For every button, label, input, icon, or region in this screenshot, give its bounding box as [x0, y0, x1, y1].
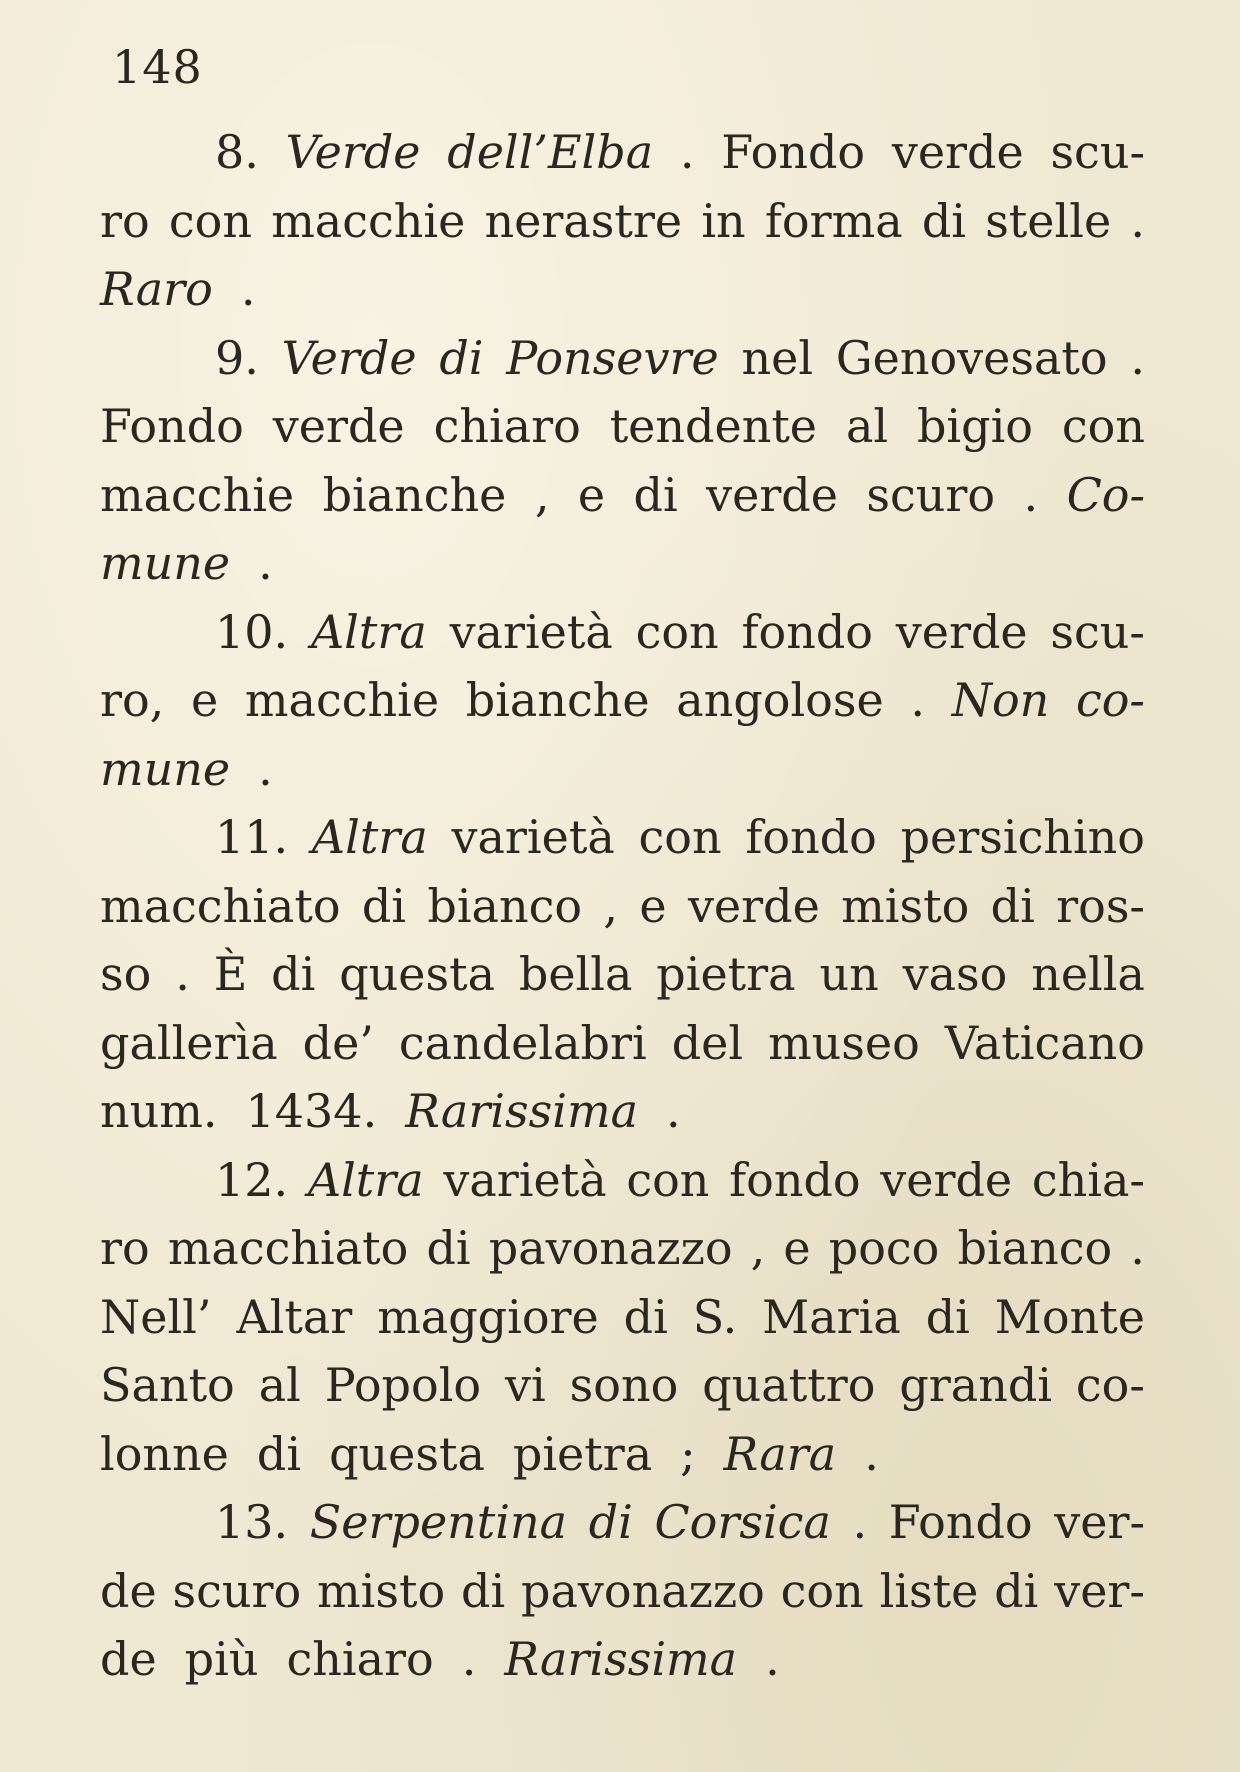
word: scu- — [1050, 604, 1145, 659]
word: ro — [100, 1221, 150, 1275]
italic-word: Altra — [307, 1152, 424, 1207]
text-line — [100, 803, 1145, 872]
text-line — [100, 529, 1145, 598]
word: Popolo — [324, 1358, 482, 1412]
word: misto — [841, 878, 970, 933]
text-line — [100, 1351, 1145, 1420]
word: fondo — [745, 810, 877, 864]
text-line — [100, 461, 1145, 530]
word: Fondo — [100, 399, 244, 453]
text-line — [100, 324, 1145, 393]
word: varietà — [443, 1152, 607, 1207]
word: liste — [879, 1563, 979, 1618]
word: di — [623, 1289, 668, 1344]
word: Monte — [994, 1289, 1145, 1344]
italic-word: Altra — [311, 810, 428, 864]
word: candelabri — [398, 1015, 647, 1070]
word: , — [750, 1221, 766, 1275]
word: di — [426, 1221, 471, 1275]
word: Genovesato — [835, 330, 1108, 385]
italic-word: Non — [951, 673, 1050, 727]
word: Altar — [236, 1289, 353, 1344]
word: di — [271, 947, 316, 1001]
italic-word: Serpentina — [309, 1495, 568, 1549]
word: questa — [339, 947, 496, 1001]
word: . — [864, 1426, 879, 1481]
word: scu- — [1050, 125, 1145, 179]
word: più — [184, 1632, 259, 1686]
word: bianco — [427, 878, 583, 933]
word: un — [819, 947, 879, 1001]
italic-word: Co- — [1066, 467, 1145, 522]
word: . — [1130, 330, 1145, 385]
word: bella — [518, 947, 633, 1001]
word: . — [1130, 193, 1145, 248]
word: macchie — [244, 673, 440, 727]
text-line — [100, 598, 1145, 667]
word: chiaro — [286, 1632, 434, 1686]
word: lonne — [100, 1426, 229, 1481]
text-line — [100, 940, 1145, 1009]
text-line — [100, 872, 1145, 941]
word: ver- — [1054, 1563, 1145, 1618]
word: bianche — [322, 467, 507, 522]
word: al — [258, 1358, 301, 1412]
word: in — [701, 193, 746, 248]
italic-word: di — [588, 1495, 633, 1549]
word: Santo — [100, 1358, 235, 1412]
word: con — [635, 604, 719, 659]
text-line — [100, 1077, 1145, 1146]
word: con — [626, 1152, 710, 1207]
word: di — [925, 1289, 970, 1344]
word: angolose — [676, 673, 884, 727]
word: quattro — [702, 1358, 876, 1412]
word: di — [994, 1563, 1039, 1618]
word: nella — [1031, 947, 1145, 1001]
word: . — [910, 673, 926, 727]
word: scuro — [172, 1563, 302, 1618]
word: di — [361, 878, 407, 933]
text-line — [100, 666, 1145, 735]
word: con — [168, 193, 252, 248]
text-line — [100, 1625, 1145, 1694]
text-line — [100, 255, 1145, 324]
word: , — [534, 467, 550, 522]
text-line — [100, 187, 1145, 256]
word: . — [240, 262, 256, 316]
italic-word: Ponsevre — [506, 330, 719, 385]
italic-word: Raro — [100, 262, 213, 316]
italic-word: Rarissima — [405, 1084, 638, 1138]
word: so — [100, 947, 152, 1001]
word: de — [100, 1563, 157, 1618]
italic-word: Altra — [310, 604, 427, 659]
word: co- — [1075, 1358, 1145, 1412]
text-line — [100, 1214, 1145, 1283]
word: poco — [828, 1221, 940, 1275]
word: ro — [100, 193, 150, 248]
word: Fondo — [888, 1495, 1033, 1549]
italic-word: Rarissima — [504, 1632, 738, 1686]
word: . — [258, 741, 273, 796]
word: fondo — [729, 1152, 861, 1207]
word: 10. — [215, 604, 289, 659]
word: verde — [706, 467, 838, 522]
word: e — [639, 878, 667, 933]
word: Vaticano — [944, 1015, 1145, 1070]
word: 13. — [215, 1495, 289, 1549]
word: scuro — [866, 467, 996, 522]
word: e — [191, 673, 219, 727]
italic-word: mune — [100, 536, 231, 590]
word: . — [765, 1632, 780, 1686]
word: . — [1130, 1221, 1145, 1275]
word: sono — [569, 1358, 679, 1412]
word: verde — [687, 878, 820, 933]
word: 8. — [215, 125, 259, 179]
text-line — [100, 1557, 1145, 1626]
word: , — [603, 878, 619, 933]
word: ros- — [1056, 878, 1145, 933]
word: persichino — [900, 810, 1145, 864]
word: 1434. — [245, 1084, 378, 1138]
word: con — [638, 810, 722, 864]
word: di — [633, 467, 678, 522]
word: S. — [692, 1289, 738, 1344]
word: con — [780, 1563, 864, 1618]
text-line — [100, 1009, 1145, 1078]
word: ro, — [100, 673, 165, 727]
word: pavonazzo — [521, 1563, 765, 1618]
word: . — [1023, 467, 1039, 522]
word: questa — [329, 1426, 485, 1481]
word: Maria — [762, 1289, 901, 1344]
word: varietà — [451, 810, 615, 864]
word: ; — [680, 1426, 696, 1481]
italic-word: dell’Elba — [447, 125, 654, 179]
word: verde — [895, 604, 1028, 659]
word: di — [921, 193, 966, 248]
word: tendente — [609, 399, 818, 453]
word: del — [671, 1015, 744, 1070]
word: fondo — [741, 604, 873, 659]
word: varietà — [449, 604, 613, 659]
text-line — [100, 1283, 1145, 1352]
word: macchie — [271, 193, 466, 248]
word: nerastre — [484, 193, 683, 248]
text-line — [100, 392, 1145, 461]
italic-word: di — [439, 330, 484, 385]
text-line — [100, 1146, 1145, 1215]
word: . — [461, 1632, 477, 1686]
word: al — [845, 399, 889, 453]
word: vi — [505, 1358, 546, 1412]
word: 11. — [215, 810, 289, 864]
word: de — [100, 1632, 157, 1686]
word: maggiore — [377, 1289, 599, 1344]
word: verde — [880, 1152, 1013, 1207]
word: . — [258, 536, 273, 590]
word: È — [213, 947, 248, 1001]
word: forma — [764, 193, 903, 248]
body-text — [100, 118, 1145, 1694]
italic-word: Verde — [285, 125, 421, 179]
word: pietra — [656, 947, 796, 1001]
italic-word: Rara — [723, 1426, 837, 1481]
word: pavonazzo — [488, 1221, 733, 1275]
word: vaso — [902, 947, 1008, 1001]
word: . — [175, 947, 190, 1001]
word: grandi — [899, 1358, 1052, 1412]
italic-word: Verde — [281, 330, 417, 385]
text-line — [100, 118, 1145, 187]
word: Nell’ — [100, 1289, 212, 1344]
word: . — [852, 1495, 868, 1549]
text-line — [100, 735, 1145, 804]
word: di — [461, 1563, 506, 1618]
italic-word: Corsica — [654, 1495, 831, 1549]
word: macchiato — [167, 1221, 409, 1275]
word: stelle — [985, 193, 1112, 248]
word: ver- — [1054, 1495, 1145, 1549]
word: museo — [768, 1015, 920, 1070]
word: macchie — [100, 467, 295, 522]
word: nel — [741, 330, 814, 385]
word: bianco — [957, 1221, 1113, 1275]
word: bigio — [916, 399, 1033, 453]
word: macchiato — [100, 878, 341, 933]
page-number: 148 — [112, 40, 203, 94]
word: di — [256, 1426, 302, 1481]
word: e — [783, 1221, 811, 1275]
word: verde — [891, 125, 1024, 179]
word: 9. — [215, 330, 259, 385]
word: . — [666, 1084, 681, 1138]
word: de’ — [302, 1015, 374, 1070]
italic-word: co- — [1075, 673, 1145, 727]
text-line — [100, 1420, 1145, 1489]
word: gallerìa — [100, 1015, 278, 1070]
word: e — [577, 467, 606, 522]
word: chiaro — [433, 399, 581, 453]
word: . — [679, 125, 695, 179]
italic-word: mune — [100, 741, 231, 796]
word: con — [1061, 399, 1145, 453]
word: num. — [100, 1084, 218, 1138]
word: 12. — [215, 1152, 289, 1207]
word: bianche — [465, 673, 650, 727]
word: pietra — [512, 1426, 653, 1481]
word: chia- — [1031, 1152, 1145, 1207]
word: misto — [317, 1563, 446, 1618]
word: di — [990, 878, 1035, 933]
word: verde — [272, 399, 405, 453]
text-line — [100, 1488, 1145, 1557]
word: Fondo — [721, 125, 866, 179]
